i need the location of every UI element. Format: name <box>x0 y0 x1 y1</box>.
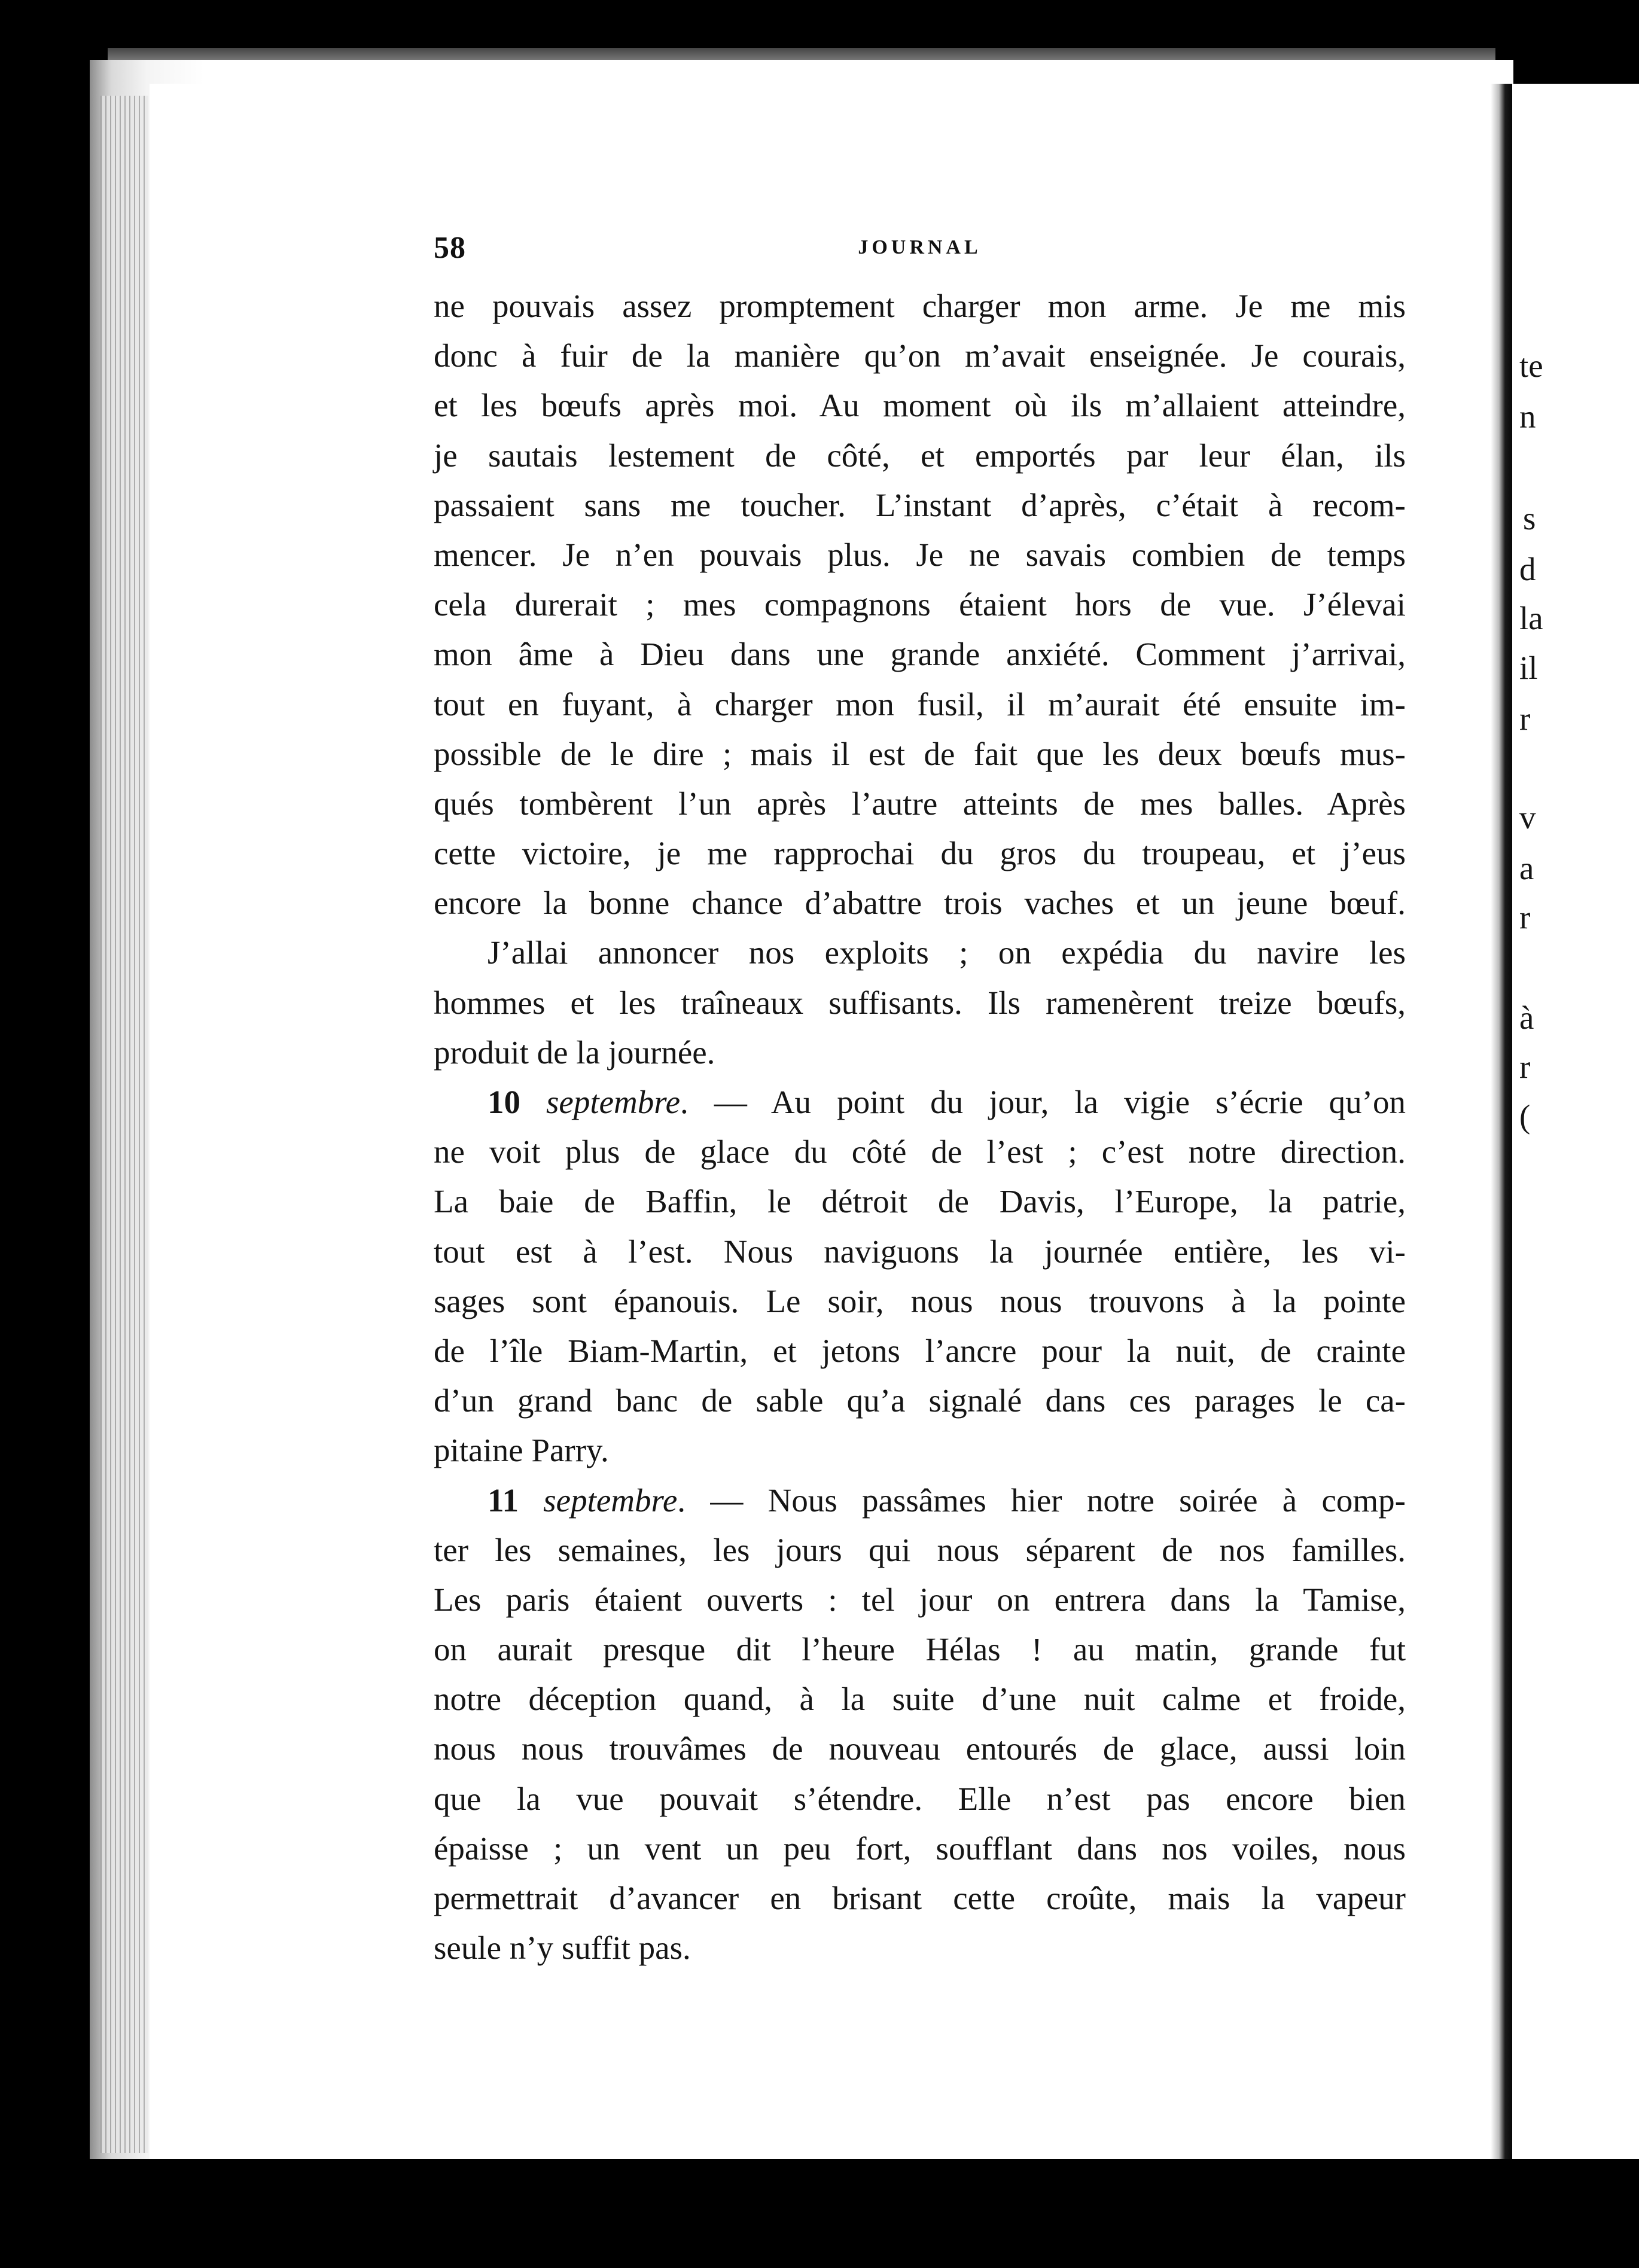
text-line: tout est à l’est. Nous naviguons la journée entière, les vi- <box>434 1233 1406 1270</box>
text-line: on aurait presque dit l’heure Hélas ! au matin, grande fut <box>434 1631 1406 1668</box>
adjacent-text-fragment: il <box>1519 650 1538 686</box>
adjacent-text-fragment: la <box>1519 600 1543 636</box>
scan-background <box>0 2159 1639 2268</box>
paragraph <box>434 281 1406 928</box>
text-line: notre déception quand, à la suite d’une nuit calme et froide, <box>434 1681 1406 1718</box>
adjacent-text-fragment: d <box>1519 551 1536 587</box>
text-line: qués tombèrent l’un après l’autre atteints de mes balles. Après <box>434 785 1406 822</box>
text-line: ter les semaines, les jours qui nous séparent de nos familles. <box>434 1531 1406 1568</box>
page-stack-edge <box>100 96 148 2153</box>
text-line: nous nous trouvâmes de nouveau entourés de glace, aussi loin <box>434 1730 1406 1767</box>
text-line: cette victoire, je me rapprochai du gros du troupeau, et j’eus <box>434 835 1406 872</box>
adjacent-text-fragment: à <box>1519 999 1534 1036</box>
entry-first-line-text: . — Au point du jour, la vigie s’écrie qu’on <box>680 1084 1406 1120</box>
entry-date-day: 10 <box>488 1084 520 1120</box>
text-line: et les bœufs après moi. Au moment où ils m’allaient atteindre, <box>434 387 1406 424</box>
text-line: que la vue pouvait s’étendre. Elle n’est pas encore bien <box>434 1780 1406 1817</box>
text-line: Les paris étaient ouverts : tel jour on entrera dans la Tamise, <box>434 1581 1406 1618</box>
text-line: permettrait d’avancer en brisant cette croûte, mais la vapeur <box>434 1880 1406 1916</box>
text-line: mon âme à Dieu dans une grande anxiété. Comment j’arrivai, <box>434 636 1406 673</box>
text-line: J’allai annoncer nos exploits ; on expédia du navire les <box>488 934 1406 971</box>
entry-first-line <box>434 1476 1406 1525</box>
adjacent-text-fragment: v <box>1519 799 1536 836</box>
paragraph <box>434 928 1406 1077</box>
text-line: hommes et les traîneaux suffisants. Ils ramenèrent treize bœufs, <box>434 984 1406 1021</box>
adjacent-text-fragment: a <box>1519 850 1534 886</box>
adjacent-page-sliver <box>1512 84 1639 2159</box>
text-line: épaisse ; un vent un peu fort, soufflant dans nos voiles, nous <box>434 1830 1406 1867</box>
adjacent-text-fragment: s <box>1523 500 1536 536</box>
journal-entry-11-septembre <box>434 1476 1406 1973</box>
entry-first-line <box>434 1077 1406 1127</box>
adjacent-text-fragment: n <box>1519 398 1536 435</box>
text-line: je sautais lestement de côté, et emportés par leur élan, ils <box>434 437 1406 474</box>
journal-entry-10-septembre <box>434 1077 1406 1476</box>
entry-date-month: septembre <box>543 1481 678 1519</box>
book-gutter <box>1491 84 1515 2159</box>
entry-first-line-text: . — Nous passâmes hier notre soirée à comp- <box>677 1481 1406 1519</box>
text-line: mencer. Je n’en pouvais plus. Je ne savais combien de temps <box>434 536 1406 573</box>
entry-date-day: 11 <box>488 1481 519 1519</box>
text-line: possible de le dire ; mais il est de fait que les deux bœufs mus- <box>434 735 1406 772</box>
running-head: JOURNAL <box>858 236 982 258</box>
text-line: produit de la journée. <box>434 1034 715 1071</box>
adjacent-text-fragment: r <box>1519 1048 1531 1085</box>
text-line: passaient sans me toucher. L’instant d’après, c’était à recom- <box>434 486 1406 523</box>
text-line: d’un grand banc de sable qu’a signalé dans ces parages le ca- <box>434 1382 1406 1419</box>
adjacent-text-fragment: r <box>1519 899 1531 935</box>
adjacent-text-fragment: te <box>1519 347 1543 384</box>
text-line: de l’île Biam-Martin, et jetons l’ancre pour la nuit, de crainte <box>434 1332 1406 1369</box>
entry-date-month: septembre <box>546 1084 681 1120</box>
text-line: tout en fuyant, à charger mon fusil, il m’aurait été ensuite im- <box>434 685 1406 723</box>
adjacent-text-fragment: ( <box>1519 1098 1531 1135</box>
page-header <box>434 230 1406 266</box>
page-number: 58 <box>434 231 466 265</box>
text-line: cela durerait ; mes compagnons étaient hors de vue. J’élevai <box>434 586 1406 623</box>
text-line: La baie de Baffin, le détroit de Davis, l’Europe, la patrie, <box>434 1183 1406 1220</box>
text-line: encore la bonne chance d’abattre trois vaches et un jeune bœuf. <box>434 885 1406 922</box>
text-line: pitaine Parry. <box>434 1432 609 1469</box>
text-line: ne voit plus de glace du côté de l’est ; c’est notre direction. <box>434 1133 1406 1170</box>
body-text <box>434 281 1406 1973</box>
adjacent-text-fragment: r <box>1519 700 1531 737</box>
text-line: sages sont épanouis. Le soir, nous nous trouvons à la pointe <box>434 1282 1406 1319</box>
text-line: donc à fuir de la manière qu’on m’avait enseignée. Je courais, <box>434 337 1406 374</box>
text-line: seule n’y suffit pas. <box>434 1929 691 1967</box>
text-line: ne pouvais assez promptement charger mon arme. Je me mis <box>434 288 1406 324</box>
